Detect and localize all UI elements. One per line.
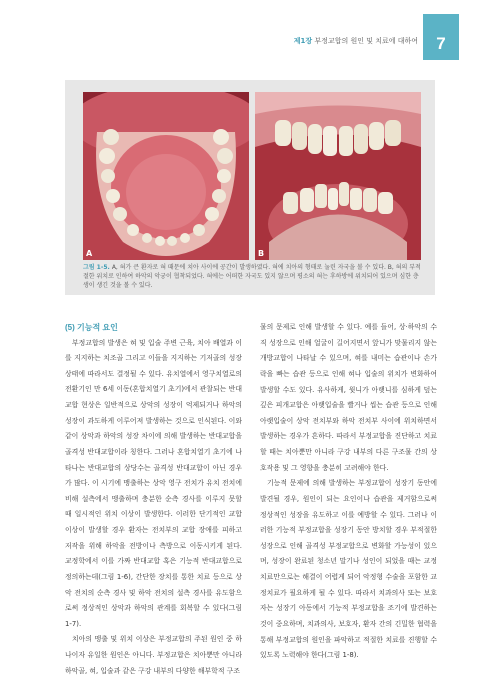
paragraph: 기능적 문제에 의해 발생하는 부정교합이 성장기 동안에 발견될 경우, 원인이 되는 요인이나 습관을 제거함으로써 정상적인 성장을 유도하고 이를 예방할 수 있다. 그러나 이러한 기능적 부정교합을 성장기 동안 방치할 경우 부적절한 성장으로 인해 골격성 부정교합으로 변화할 가능성이 있으며, 성장이 완료된 청소년 말기나 성인이 되었을 때는 교정치료만으로는 해결이 어렵게 되어 악정형 수술을 포함한 교정치료가 필요하게 될 수 있다. 따라서 치과의사 또는 보호자는 성장기 아동에서 기능적 부정교합을 조기에 발견하는 것이 중요하며, 치과의사, 보호자, 환자 간의 긴밀한 협력을 통해 부정교합의 원인을 파악하고 적절한 치료를 진행할 수 있도록 노력해야 한다(그림 1-8). [260,479,437,660]
page-number-box [423,14,459,60]
paragraph: 부정교합의 발생은 혀 및 입술 주변 근육, 치아 배열과 이를 지지하는 치조골 그리고 이들을 지지하는 기저골의 성장 상태에 따라서도 결정될 수 있다. 유치열에서 영구치열로의 전환기인 만 6세 이동(혼합치열기 초기)에서 관찰되는 반대교합 현상은 일반적으로 상악의 성장이 억제되거나 하악의 성장이 과도하게 이루어져 발생하는 것으로 인식된다. 이와 같이 상악과 하악의 성장 차이에 의해 발생하는 반대교합을 골격성 반대교합이라 칭한다. 그러나 혼합치열기 초기에 나타나는 반대교합의 상당수는 골격성 반대교합이 아닌 경우가 많다. 이 시기에 맹출하는 상악 영구 전치가 유치 전치에 비해 설측에서 맹출하며 충분한 순측 경사를 이루지 못할 때 일시적인 위치 이상이 발생한다. 이러한 단기적인 교합 이상이 발생할 경우 환자는 전치부의 교합 장애를 피하고 저작을 위해 하악을 전방이나 측방으로 이동시키게 된다. 교정학에서 이를 가짜 반대교합 혹은 기능적 반대교합으로 정의하는데(그림 1-6), 간단한 장치를 통한 치료 등으로 상악 전치의 순측 경사 및 하악 전치의 설측 경사를 유도함으로써 정상적인 상악과 하악의 관계를 회복할 수 있다(그림 1-7). [65,338,242,628]
figure-photo-a [83,92,249,260]
photo-b-label: B [258,249,265,258]
chapter-title-text: 부정교합의 원인 및 치료에 대하여 [314,37,418,45]
paragraph: 물의 문제로 인해 발생할 수 있다. 예를 들어, 상·하악의 수직 성장으로 인해 얼굴이 길어지면서 앞니가 맞물리지 않는 개방교합이 나타날 수 있으며, 혀를 내미는 습관이나 손가락을 빠는 습관 등으로 인해 혀나 입술의 위치가 변화하여 발생할 수도 있다. 유사하게, 윗니가 아랫니를 심하게 덮는 깊은 피개교합은 아랫입술을 빨거나 씹는 습관 등으로 인해 아랫입술이 상악 전치부와 하악 전치부 사이에 위치하면서 발생하는 경우가 흔하다. 따라서 부정교합을 진단하고 치료할 때는 치아뿐만 아니라 구강 내부의 다른 구조물 간의 상호작용 및 그 영향을 충분히 고려해야 한다. [260,323,437,472]
figure-caption-text: A, 혀가 큰 환자로 혀 때문에 치아 사이에 공간이 발생하였다. 혀에 치아의 형태로 눌린 자국을 볼 수 있다. B, 혀의 부적절한 위치로 인하여 하악의 악궁이 협착되었다. 혀에는 어떠한 자국도 있지 않으며 평소의 혀는 후하방에 위치되어 있으며 심한 층생이 생긴 것을 볼 수 있다. [83,264,421,289]
page-number: 7 [436,34,446,53]
crowded-teeth-photo-image [255,92,421,260]
page-header [0,0,500,60]
text-column-right [260,320,437,664]
text-column-left [65,320,242,679]
figure-caption-label: 그림 1-5. [83,264,110,271]
figure-panel [65,80,435,295]
photo-a-label: A [86,249,93,258]
chapter-title [294,36,418,46]
figure-caption [83,264,421,290]
section-heading: (5) 기능적 요인 [65,323,118,332]
chapter-number: 제1장 [293,37,313,45]
tongue-photo-image [83,92,249,260]
figure-photo-b [255,92,421,260]
paragraph: 치아의 맹출 및 위치 이상은 부정교합의 주된 원인 중 하나이자 유일한 원인은 아니다. 부정교합은 치아뿐만 아니라 하악골, 혀, 입술과 같은 구강 내부의 다양한 해부학적 구조 [65,635,242,675]
